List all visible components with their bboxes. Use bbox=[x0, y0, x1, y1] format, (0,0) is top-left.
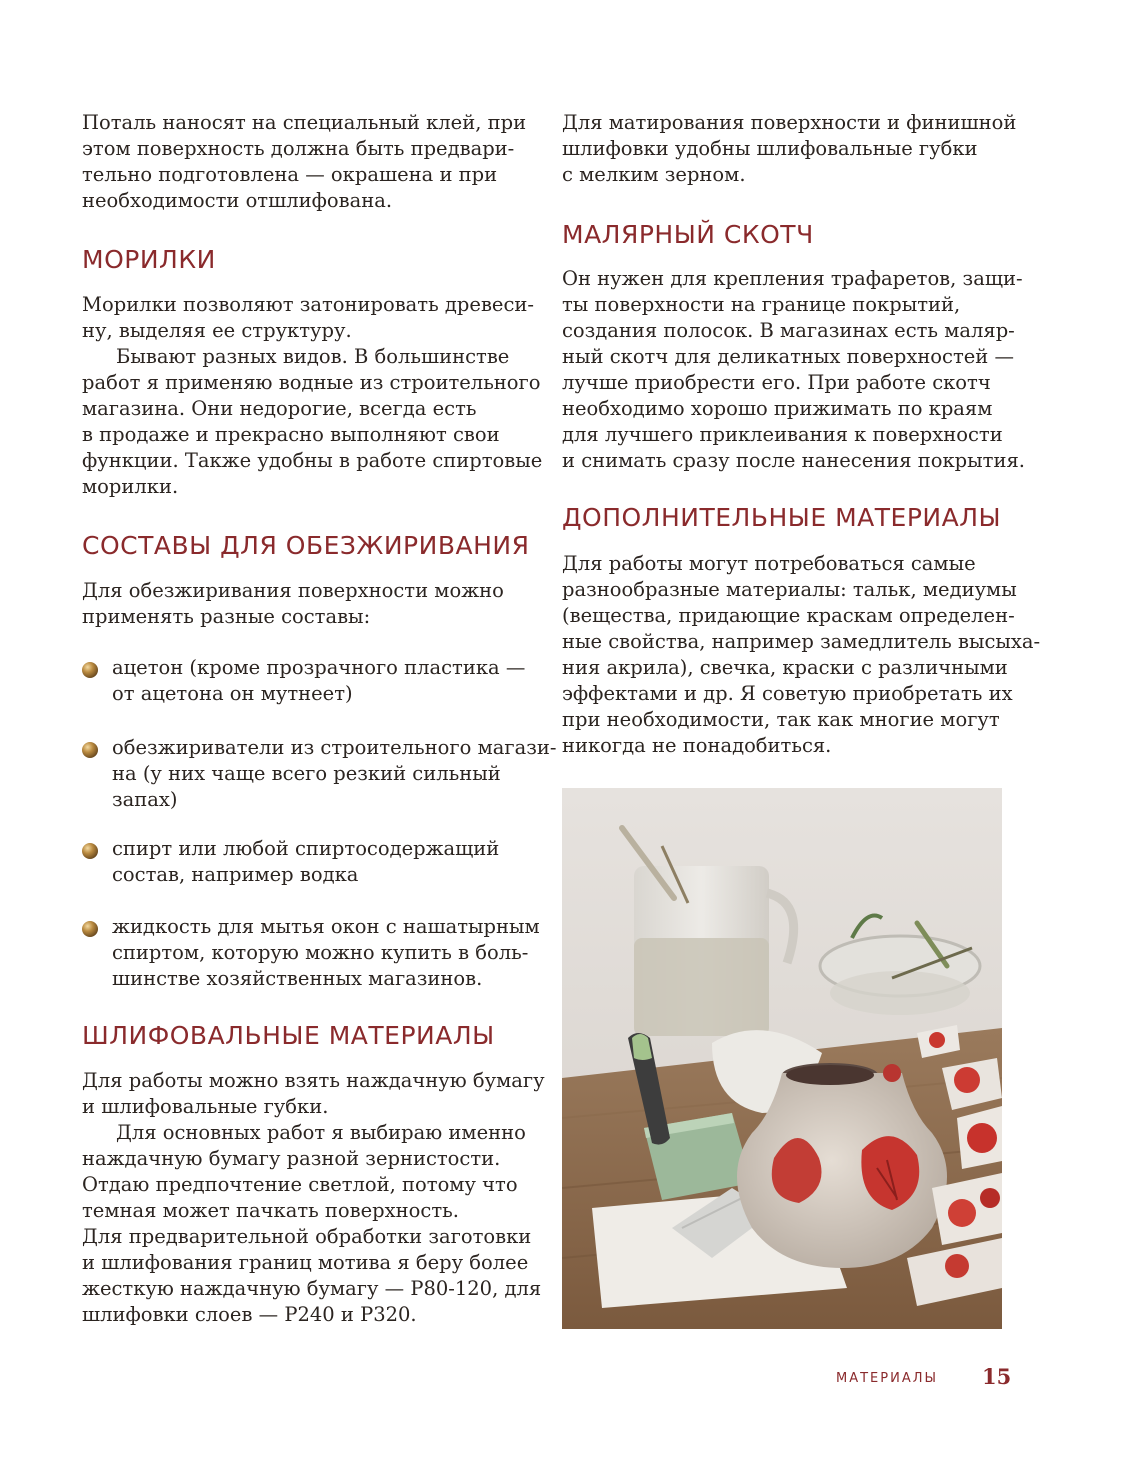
text-line: Для работы можно взять наждачную бумагу bbox=[82, 1069, 545, 1092]
heading-sanding: ШЛИФОВАЛЬНЫЕ МАТЕРИАЛЫ bbox=[82, 1021, 495, 1050]
text-line: Он нужен для крепления трафаретов, защи- bbox=[562, 267, 1023, 290]
text-line: тельно подготовлена — окрашена и при bbox=[82, 163, 498, 186]
text-line: для лучшего приклеивания к поверхности bbox=[562, 423, 1003, 446]
text-line: шлифовки удобны шлифовальные губки bbox=[562, 137, 978, 160]
decoupage-vase-photo bbox=[562, 788, 1002, 1329]
list-item-text bbox=[112, 836, 532, 888]
stains-paragraph-2 bbox=[82, 344, 543, 500]
text-line: ные свойства, например замедлитель высыха- bbox=[562, 630, 1041, 653]
sanding-paragraph-1 bbox=[82, 1068, 545, 1120]
bullet-dot-icon bbox=[82, 843, 98, 859]
heading-degreasing: СОСТАВЫ ДЛЯ ОБЕЗЖИРИВАНИЯ bbox=[82, 531, 530, 560]
degreasing-intro bbox=[82, 578, 532, 630]
list-item-text bbox=[112, 655, 532, 707]
text-line: эффектами и др. Я советую приобретать их bbox=[562, 682, 1013, 705]
text-line: Для предварительной обработки заготовки bbox=[82, 1225, 532, 1248]
section-label: МАТЕРИАЛЫ bbox=[836, 1371, 938, 1386]
text-line: ный скотч для деликатных поверхностей — bbox=[562, 345, 1014, 368]
text-line: разнообразные материалы: тальк, медиумы bbox=[562, 578, 1017, 601]
text-line: состав, например водка bbox=[112, 863, 359, 886]
text-line: работ я применяю водные из строительного bbox=[82, 371, 541, 394]
text-line: функции. Также удобны в работе спиртовые bbox=[82, 449, 543, 472]
text-line: ну, выделяя ее структуру. bbox=[82, 319, 352, 342]
text-line: при необходимости, так как многие могут bbox=[562, 708, 1000, 731]
text-line: Для матирования поверхности и финишной bbox=[562, 111, 1017, 134]
text-line: необходимо хорошо прижимать по краям bbox=[562, 397, 993, 420]
text-line: жидкость для мытья окон с нашатырным bbox=[112, 915, 540, 938]
bullet-dot-icon bbox=[82, 662, 98, 678]
text-line: ацетон (кроме прозрачного пластика — bbox=[112, 656, 526, 679]
text-line: Отдаю предпочтение светлой, потому что bbox=[82, 1173, 518, 1196]
text-line: с мелким зерном. bbox=[562, 163, 746, 186]
heading-additional: ДОПОЛНИТЕЛЬНЫЕ МАТЕРИАЛЫ bbox=[562, 503, 1002, 532]
text-line: ты поверхности на границе покрытий, bbox=[562, 293, 961, 316]
text-line: наждачную бумагу разной зернистости. bbox=[82, 1147, 501, 1170]
text-line: спирт или любой спиртосодержащий bbox=[112, 837, 500, 860]
text-line: жесткую наждачную бумагу — Р80-120, для bbox=[82, 1277, 542, 1300]
list-item-text bbox=[112, 914, 540, 992]
heading-stains: МОРИЛКИ bbox=[82, 245, 216, 274]
text-line: этом поверхность должна быть предвари- bbox=[82, 137, 515, 160]
text-line: обезжириватели из строительного магази- bbox=[112, 736, 557, 759]
text-line: никогда не понадобиться. bbox=[562, 734, 832, 757]
text-line: Для основных работ я выбираю именно bbox=[116, 1121, 526, 1144]
text-line: Для работы могут потребоваться самые bbox=[562, 552, 976, 575]
text-line: и шлифования границ мотива я беру более bbox=[82, 1251, 529, 1274]
text-line: морилки. bbox=[82, 475, 179, 498]
text-line: на (у них чаще всего резкий сильный bbox=[112, 762, 501, 785]
text-line: Морилки позволяют затонировать древеси- bbox=[82, 293, 534, 316]
text-line: темная может пачкать поверхность. bbox=[82, 1199, 459, 1222]
text-line: применять разные составы: bbox=[82, 605, 371, 628]
text-line: лучше приобрести его. При работе скотч bbox=[562, 371, 991, 394]
text-line: создания полосок. В магазинах есть маляр- bbox=[562, 319, 1015, 342]
text-line: магазина. Они недорогие, всегда есть bbox=[82, 397, 477, 420]
list-item-text bbox=[112, 735, 557, 813]
text-line: (вещества, придающие краскам определен- bbox=[562, 604, 1015, 627]
text-line: Для обезжиривания поверхности можно bbox=[82, 579, 504, 602]
page-number: 15 bbox=[982, 1364, 1012, 1389]
text-line: и шлифовальные губки. bbox=[82, 1095, 329, 1118]
tape-paragraph bbox=[562, 266, 1025, 474]
text-line: в продаже и прекрасно выполняют свои bbox=[82, 423, 500, 446]
heading-tape: МАЛЯРНЫЙ СКОТЧ bbox=[562, 220, 814, 249]
text-line: запах) bbox=[112, 788, 178, 811]
sanding-paragraph-2 bbox=[82, 1120, 542, 1328]
stains-paragraph-1 bbox=[82, 292, 532, 344]
text-line: шлифовки слоев — Р240 и Р320. bbox=[82, 1303, 417, 1326]
text-line: необходимости отшлифована. bbox=[82, 189, 393, 212]
additional-paragraph bbox=[562, 551, 1041, 759]
bullet-dot-icon bbox=[82, 921, 98, 937]
text-line: и снимать сразу после нанесения покрытия. bbox=[562, 449, 1025, 472]
intro-paragraph bbox=[82, 110, 532, 214]
sponge-paragraph bbox=[562, 110, 1017, 188]
text-line: ния акрила), свечка, краски с различными bbox=[562, 656, 1008, 679]
text-line: Бывают разных видов. В большинстве bbox=[116, 345, 510, 368]
text-line: от ацетона он мутнеет) bbox=[112, 682, 353, 705]
text-line: спиртом, которую можно купить в боль- bbox=[112, 941, 529, 964]
text-line: Поталь наносят на специальный клей, при bbox=[82, 111, 527, 134]
bullet-dot-icon bbox=[82, 742, 98, 758]
text-line: шинстве хозяйственных магазинов. bbox=[112, 967, 483, 990]
